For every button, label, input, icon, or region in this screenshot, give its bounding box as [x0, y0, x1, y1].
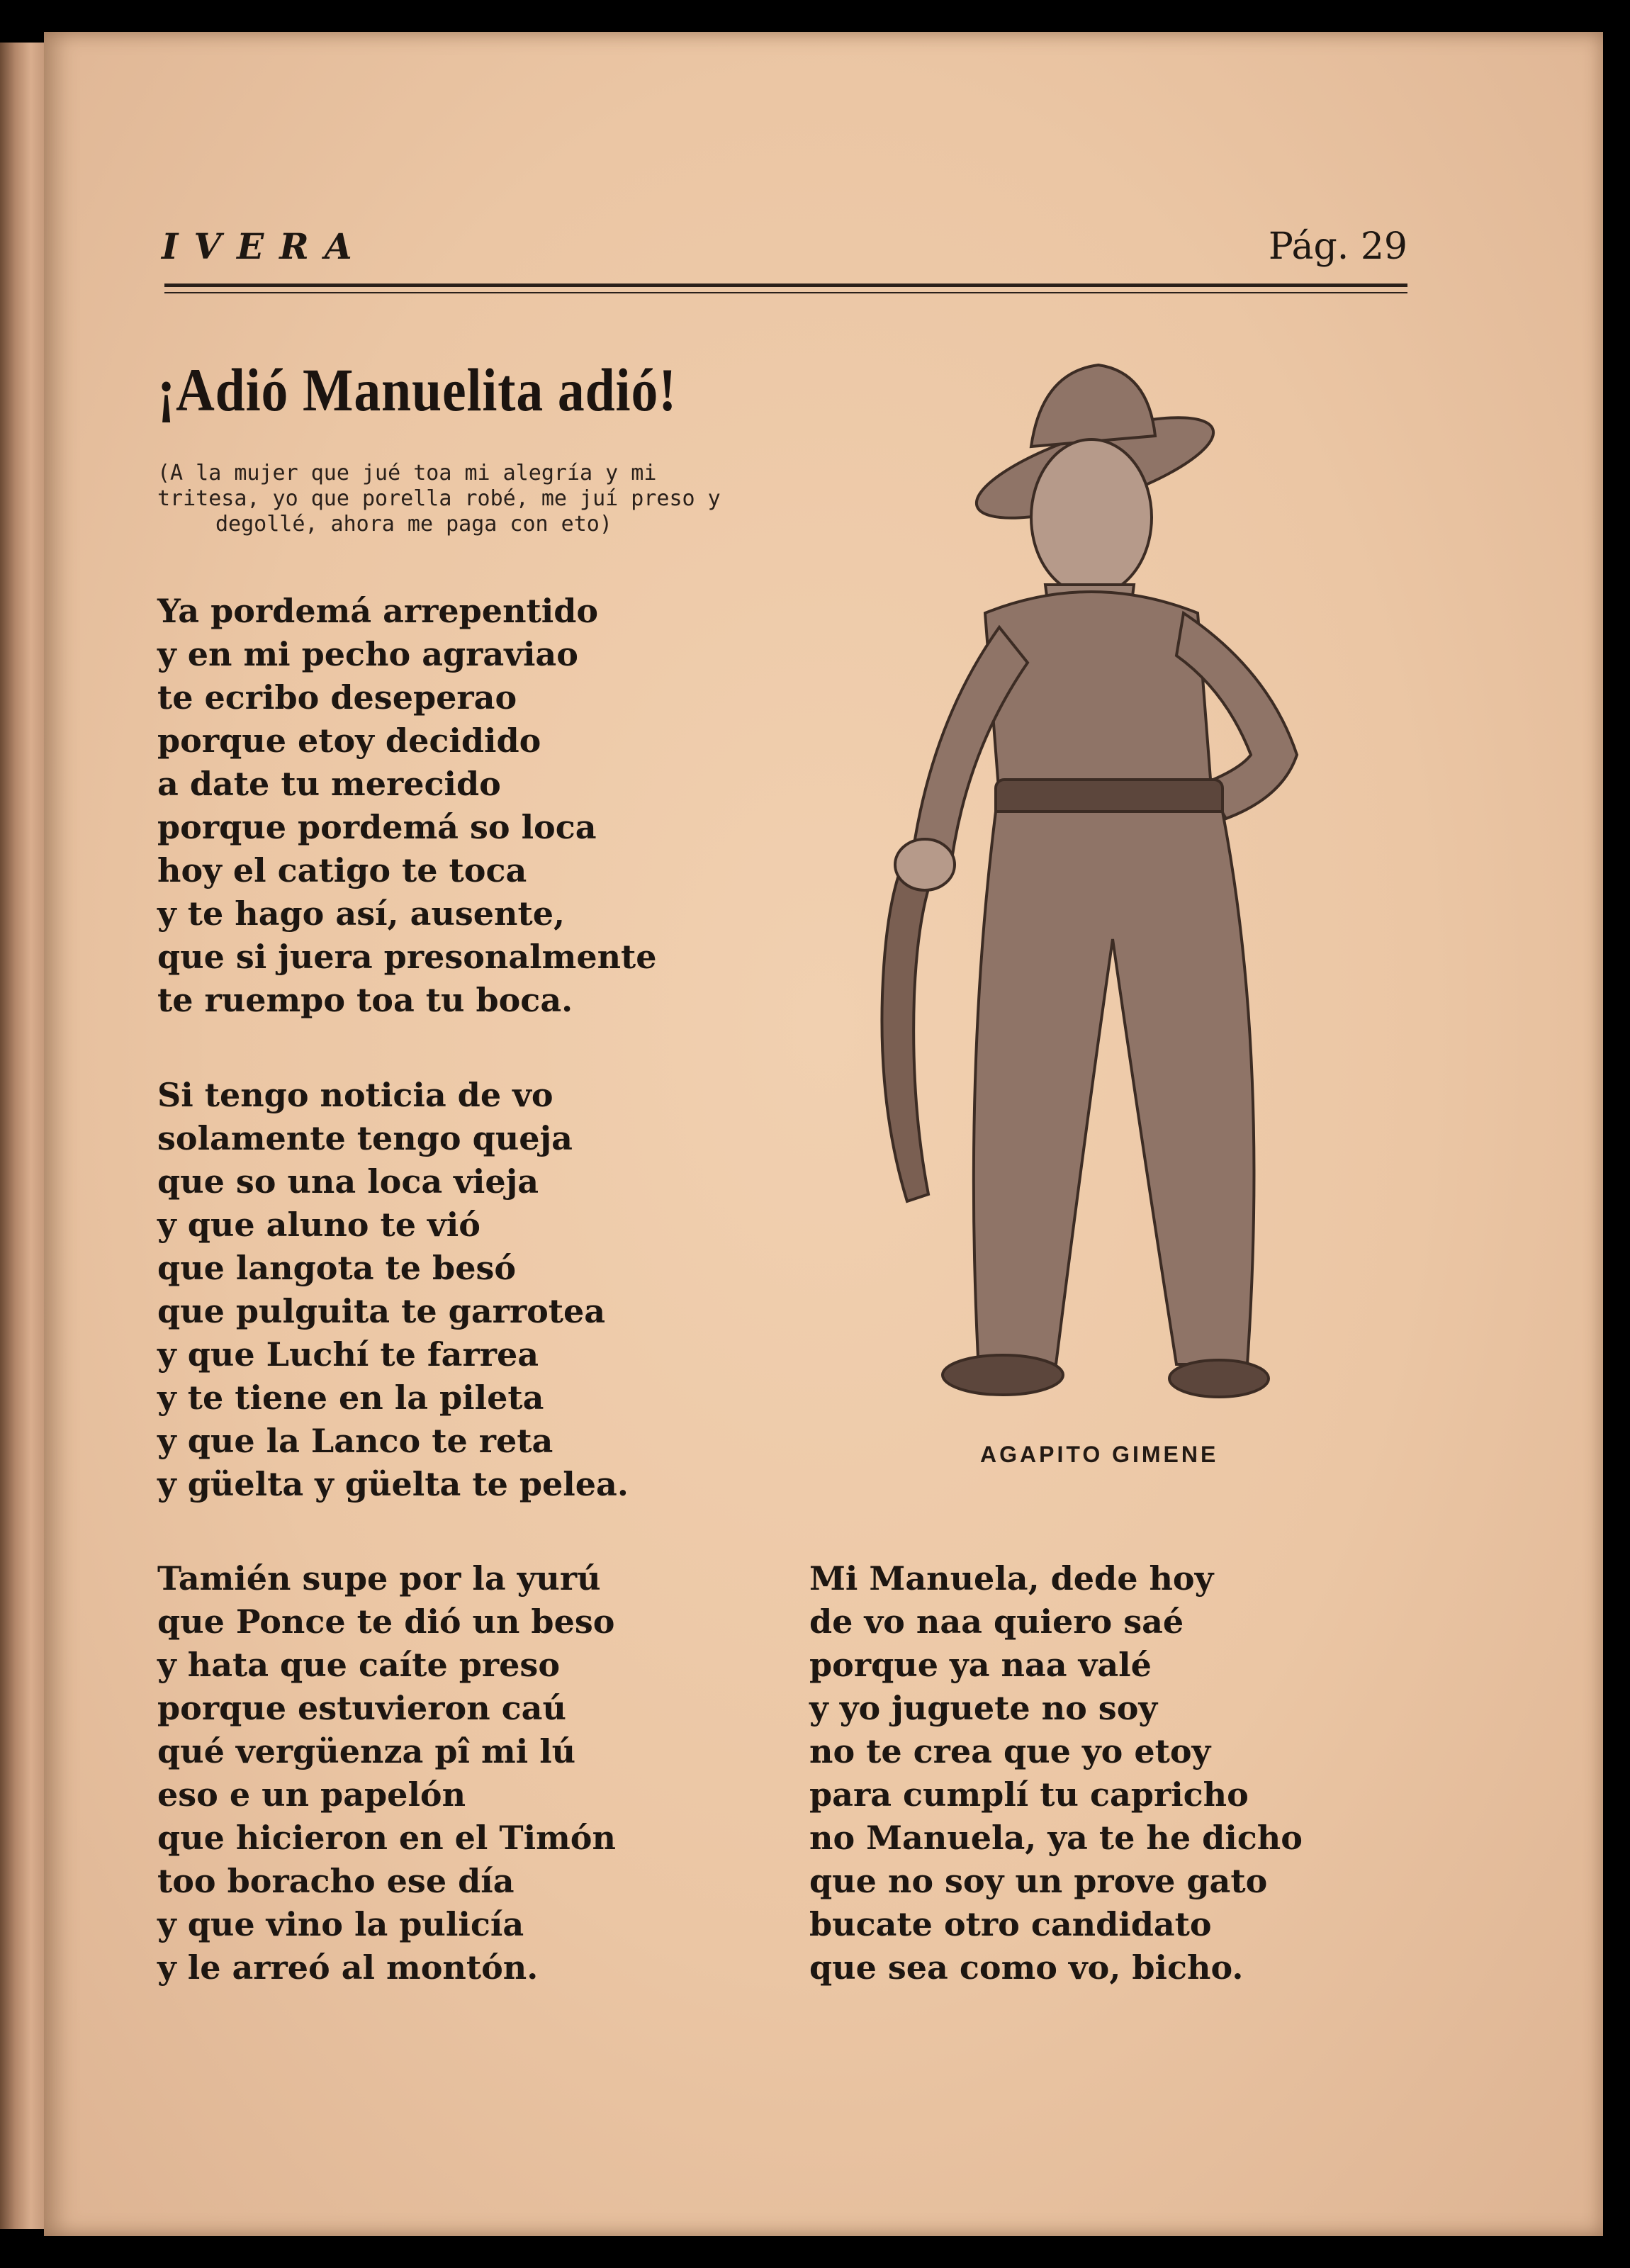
verse-line: porque etoy decidido	[157, 722, 541, 760]
verse-line: y en mi pecho agraviao	[157, 635, 578, 673]
verse-line: te ecribo deseperao	[157, 678, 517, 717]
verse-line: porque ya naa valé	[809, 1646, 1152, 1684]
verse-line: y te tiene en la pileta	[157, 1379, 544, 1417]
poem-title: ¡Adió Manuelita adió!	[157, 356, 678, 424]
verse-line: y que vino la pulicía	[157, 1905, 524, 1943]
stanza-2	[157, 1074, 629, 1506]
verse-line: a date tu merecido	[157, 765, 501, 803]
stanza-1	[157, 590, 657, 1022]
verse-line: que hicieron en el Timón	[157, 1819, 616, 1857]
book-spine	[0, 43, 44, 2229]
verse-line: eso e un papelón	[157, 1775, 466, 1814]
verse-line: y que Luchí te farrea	[157, 1335, 539, 1374]
verse-line: Mi Manuela, dede hoy	[809, 1559, 1214, 1598]
stanza-3	[157, 1557, 616, 1989]
verse-line: Ya pordemá arrepentido	[157, 592, 599, 630]
verse-line: y güelta y güelta te pelea.	[157, 1465, 629, 1503]
verse-line: hoy el catigo te toca	[157, 851, 527, 889]
verse-line: y que aluno te vió	[157, 1206, 480, 1244]
verse-line: y yo juguete no soy	[809, 1689, 1158, 1727]
verse-line: que so una loca vieja	[157, 1162, 539, 1201]
dedication-line: degollé, ahora me paga con eto)	[215, 512, 612, 537]
verse-line: no Manuela, ya te he dicho	[809, 1819, 1303, 1857]
verse-line: Si tengo noticia de vo	[157, 1076, 553, 1114]
verse-line: porque estuvieron caú	[157, 1689, 566, 1727]
stanza-4	[809, 1557, 1303, 1989]
verse-line: no te crea que yo etoy	[809, 1732, 1211, 1770]
verse-line: que si juera presonalmente	[157, 938, 657, 976]
verse-line: que no soy un prove gato	[809, 1862, 1268, 1900]
hat-crown	[1031, 365, 1155, 447]
verse-line: y que la Lanco te reta	[157, 1422, 553, 1460]
hand	[895, 839, 955, 890]
verse-line: solamente tengo queja	[157, 1119, 573, 1157]
verse-line: porque pordemá so loca	[157, 808, 597, 846]
verse-line: y hata que caíte preso	[157, 1646, 561, 1684]
verse-line: para cumplí tu capricho	[809, 1775, 1249, 1814]
right-foot	[1169, 1360, 1269, 1397]
dedication-line: tritesa, yo que porella robé, me juí preso y	[157, 486, 721, 511]
head	[1031, 439, 1152, 595]
verse-line: que Ponce te dió un beso	[157, 1602, 615, 1641]
verse-line: y le arreó al montón.	[157, 1948, 539, 1987]
gaucho-illustration	[843, 358, 1354, 1400]
header-rule-thin	[164, 292, 1407, 293]
left-foot	[943, 1355, 1063, 1395]
journal-title: IVERA	[162, 225, 368, 267]
dedication-line: (A la mujer que jué toa mi alegría y mi	[157, 461, 657, 485]
verse-line: que pulguita te garrotea	[157, 1292, 606, 1330]
verse-line: que sea como vo, bicho.	[809, 1948, 1244, 1987]
page-number: Pág. 29	[1268, 225, 1407, 268]
verse-line: que langota te besó	[157, 1249, 517, 1287]
verse-line: te ruempo toa tu boca.	[157, 981, 573, 1019]
walking-stick	[882, 847, 935, 1201]
verse-line: qué vergüenza pî mi lú	[157, 1732, 576, 1770]
verse-line: bucate otro candidato	[809, 1905, 1212, 1943]
verse-line: too boracho ese día	[157, 1862, 515, 1900]
verse-line: de vo naa quiero saé	[809, 1602, 1184, 1641]
header-rule	[164, 284, 1407, 287]
dedication	[157, 461, 767, 537]
illustration-caption: AGAPITO GIMENE	[980, 1442, 1219, 1467]
running-header	[119, 225, 1407, 268]
verse-line: y te hago así, ausente,	[157, 894, 565, 933]
trousers	[974, 812, 1254, 1364]
verse-line: Tamién supe por la yurú	[157, 1559, 601, 1598]
